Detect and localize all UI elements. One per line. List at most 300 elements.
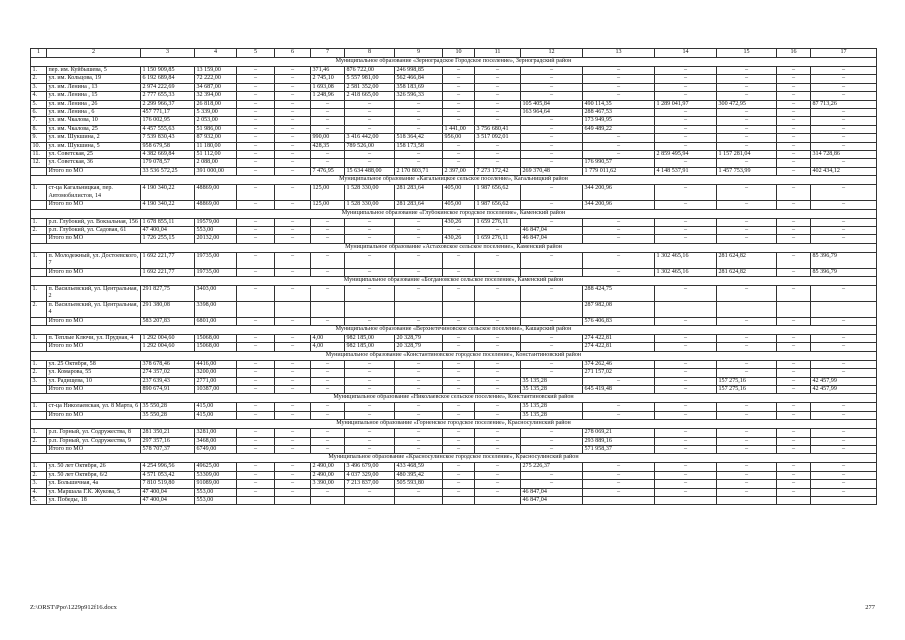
page-number: 277 xyxy=(865,604,875,611)
table-cell: 51 986,00 xyxy=(195,125,237,133)
table-cell: 2. xyxy=(31,437,47,445)
table-cell: – xyxy=(311,218,345,226)
section-title: Муниципальное образование «Красносулинское городское поселение», Красносулинский район xyxy=(31,454,877,463)
total-cell: 645 419,48 xyxy=(583,386,655,394)
table-cell: 3 517 092,01 xyxy=(475,134,521,142)
table-cell: 291 827,75 xyxy=(141,285,195,301)
table-cell: 35 550,28 xyxy=(141,403,195,411)
total-cell xyxy=(31,201,47,209)
total-cell: 6749,00 xyxy=(195,446,237,454)
total-cell: Итого по МО xyxy=(47,235,141,243)
table-row xyxy=(31,226,877,234)
table-cell: – xyxy=(275,437,311,445)
table-cell: – xyxy=(275,429,311,437)
table-cell: – xyxy=(275,92,311,100)
total-cell: Итого по МО xyxy=(47,201,141,209)
total-cell: – xyxy=(655,235,717,243)
table-cell: – xyxy=(345,429,395,437)
total-cell xyxy=(31,343,47,351)
table-cell: 287 982,08 xyxy=(583,301,655,317)
table-cell xyxy=(475,497,521,505)
table-cell: 4 254 996,56 xyxy=(141,463,195,471)
total-cell: – xyxy=(395,317,443,325)
table-cell: ул. им. Ленина , 6 xyxy=(47,109,141,117)
table-cell: – xyxy=(655,142,717,150)
table-cell: – xyxy=(311,285,345,301)
table-cell: 48869,00 xyxy=(195,185,237,201)
total-cell: – xyxy=(345,317,395,325)
table-cell: – xyxy=(521,151,583,159)
table-cell: – xyxy=(345,117,395,125)
table-cell: – xyxy=(717,471,777,479)
table-cell: – xyxy=(717,92,777,100)
total-cell: 19735,00 xyxy=(195,268,237,276)
table-cell: – xyxy=(311,117,345,125)
table-cell: – xyxy=(811,185,877,201)
table-cell: – xyxy=(521,252,583,268)
table-cell: – xyxy=(443,67,475,75)
table-cell: – xyxy=(443,429,475,437)
table-cell: 314 728,86 xyxy=(811,151,877,159)
table-cell: – xyxy=(345,125,395,133)
table-cell: – xyxy=(521,75,583,83)
table-cell: 1 248,96 xyxy=(311,92,345,100)
table-cell: – xyxy=(777,159,811,167)
table-cell: – xyxy=(583,134,655,142)
table-cell: 956,00 xyxy=(443,134,475,142)
table-cell: – xyxy=(345,369,395,377)
table-cell: – xyxy=(311,226,345,234)
table-cell: 1. xyxy=(31,252,47,268)
table-cell: ул. Советская, 25 xyxy=(47,151,141,159)
section-title-row xyxy=(31,351,877,360)
table-cell: – xyxy=(777,83,811,91)
table-cell: 433 468,59 xyxy=(395,463,443,471)
table-cell: ст-ца Николаевская, ул. 8 Марта, 6 xyxy=(47,403,141,411)
table-cell: 2. xyxy=(31,471,47,479)
section-title: Муниципальное образование «Константиновское городское поселение», Константиновский район xyxy=(31,351,877,360)
table-cell xyxy=(275,497,311,505)
table-cell: п. Васильевский, ул. Центральная, 4 xyxy=(47,301,141,317)
table-cell: – xyxy=(475,75,521,83)
total-cell xyxy=(31,317,47,325)
table-cell: – xyxy=(521,369,583,377)
table-cell xyxy=(443,497,475,505)
table-cell: – xyxy=(311,125,345,133)
table-cell: 326 596,33 xyxy=(395,92,443,100)
table-cell: р.п. Глубокий, ул. Вокзальная, 156 xyxy=(47,218,141,226)
total-cell: – xyxy=(521,343,583,351)
total-cell: 6801,00 xyxy=(195,317,237,325)
header-cell: 14 xyxy=(655,49,717,58)
table-cell: – xyxy=(275,100,311,108)
table-cell: – xyxy=(237,151,275,159)
table-cell: 7 213 837,00 xyxy=(345,480,395,488)
total-cell: 2 170 803,71 xyxy=(395,167,443,175)
total-cell: – xyxy=(237,167,275,175)
table-cell: 1. xyxy=(31,463,47,471)
table-cell: – xyxy=(583,67,655,75)
table-cell: – xyxy=(395,429,443,437)
table-cell: – xyxy=(311,488,345,496)
table-cell: – xyxy=(777,151,811,159)
table-cell: 47 400,04 xyxy=(141,226,195,234)
table-cell: – xyxy=(777,252,811,268)
table-cell: – xyxy=(443,159,475,167)
table-cell: 1. xyxy=(31,185,47,201)
table-row xyxy=(31,488,877,496)
table-cell: – xyxy=(717,285,777,301)
table-cell: – xyxy=(345,437,395,445)
table-cell: 982 185,00 xyxy=(345,334,395,342)
table-cell: – xyxy=(475,100,521,108)
table-cell: – xyxy=(777,117,811,125)
table-cell: 789 526,00 xyxy=(345,142,395,150)
table-row xyxy=(31,83,877,91)
table-cell: ул. Комарова, 55 xyxy=(47,369,141,377)
table-cell: 562 466,84 xyxy=(395,75,443,83)
table-cell: – xyxy=(655,429,717,437)
total-cell: 4 148 537,91 xyxy=(655,167,717,175)
total-row xyxy=(31,446,877,454)
table-cell: 42 457,99 xyxy=(811,377,877,385)
table-cell: – xyxy=(655,226,717,234)
table-cell: пер. им. Куйбышева, 5 xyxy=(47,67,141,75)
table-cell: 1 150 909,85 xyxy=(141,67,195,75)
total-cell: 157 275,16 xyxy=(717,386,777,394)
table-cell: – xyxy=(777,185,811,201)
table-row xyxy=(31,142,877,150)
table-cell: 4 457 555,63 xyxy=(141,125,195,133)
table-cell: – xyxy=(395,218,443,226)
table-cell: 428,35 xyxy=(311,142,345,150)
table-cell: 405,00 xyxy=(443,185,475,201)
table-cell: – xyxy=(811,437,877,445)
table-cell: – xyxy=(443,151,475,159)
data-table xyxy=(30,48,877,505)
table-cell: 6 192 689,84 xyxy=(141,75,195,83)
total-cell: 578 707,37 xyxy=(141,446,195,454)
total-cell: 571 958,37 xyxy=(583,446,655,454)
total-cell: 1 292 004,60 xyxy=(141,343,195,351)
table-cell: 1. xyxy=(31,403,47,411)
total-cell: 35 135,28 xyxy=(521,411,583,419)
table-cell: – xyxy=(237,83,275,91)
total-cell: Итого по МО xyxy=(47,386,141,394)
header-cell: 4 xyxy=(195,49,237,58)
table-cell: 10. xyxy=(31,142,47,150)
table-cell: – xyxy=(583,151,655,159)
table-cell: 11 180,00 xyxy=(195,142,237,150)
total-cell: – xyxy=(395,411,443,419)
header-cell: 12 xyxy=(521,49,583,58)
table-cell: – xyxy=(443,83,475,91)
total-cell: – xyxy=(655,386,717,394)
table-cell: – xyxy=(583,226,655,234)
table-cell: – xyxy=(345,151,395,159)
table-cell: – xyxy=(275,151,311,159)
table-row xyxy=(31,497,877,505)
table-cell: 246 998,85 xyxy=(395,67,443,75)
table-cell: – xyxy=(237,92,275,100)
table-cell: – xyxy=(475,471,521,479)
table-cell: – xyxy=(583,463,655,471)
total-row xyxy=(31,386,877,394)
table-cell: – xyxy=(345,226,395,234)
table-cell: – xyxy=(311,159,345,167)
table-cell: – xyxy=(275,134,311,142)
total-row xyxy=(31,411,877,419)
table-cell: – xyxy=(521,67,583,75)
table-cell: – xyxy=(717,334,777,342)
table-cell: – xyxy=(395,252,443,268)
total-cell: – xyxy=(275,167,311,175)
table-cell: – xyxy=(777,377,811,385)
table-cell: – xyxy=(345,109,395,117)
table-cell: – xyxy=(237,100,275,108)
table-cell: 1 292 004,60 xyxy=(141,334,195,342)
table-cell: – xyxy=(275,369,311,377)
table-cell: 371,46 xyxy=(311,67,345,75)
table-cell: 3200,00 xyxy=(195,369,237,377)
table-cell: – xyxy=(583,377,655,385)
header-cell: 5 xyxy=(237,49,275,58)
total-cell: 405,00 xyxy=(443,201,475,209)
document-table-wrapper xyxy=(30,48,876,505)
table-cell xyxy=(311,301,345,317)
total-cell: Итого по МО xyxy=(47,317,141,325)
table-cell: – xyxy=(655,92,717,100)
table-cell: – xyxy=(521,142,583,150)
table-cell: – xyxy=(811,471,877,479)
table-cell: р.п. Глубокий, ул. Садовая, 61 xyxy=(47,226,141,234)
total-cell: – xyxy=(717,343,777,351)
table-cell: 4. xyxy=(31,488,47,496)
table-cell: – xyxy=(395,159,443,167)
table-cell: – xyxy=(237,360,275,368)
total-cell: – xyxy=(811,317,877,325)
total-cell: 402 434,12 xyxy=(811,167,877,175)
table-cell: – xyxy=(275,252,311,268)
total-cell: – xyxy=(237,201,275,209)
table-cell: – xyxy=(475,142,521,150)
total-cell: – xyxy=(395,386,443,394)
table-cell: – xyxy=(777,100,811,108)
table-cell: – xyxy=(275,117,311,125)
table-cell: ул. им. Шукшина, 5 xyxy=(47,142,141,150)
table-cell: р.п. Горный, ул. Содружества, 9 xyxy=(47,437,141,445)
table-cell: – xyxy=(395,403,443,411)
total-cell xyxy=(31,235,47,243)
table-cell: – xyxy=(655,67,717,75)
table-cell xyxy=(777,301,811,317)
total-cell: – xyxy=(475,446,521,454)
total-cell: – xyxy=(311,317,345,325)
table-cell: – xyxy=(777,67,811,75)
table-cell: 518 364,42 xyxy=(395,134,443,142)
section-title-row xyxy=(31,394,877,403)
total-cell: 1 457 753,99 xyxy=(717,167,777,175)
table-cell: – xyxy=(583,471,655,479)
table-cell: – xyxy=(443,252,475,268)
table-cell: – xyxy=(777,471,811,479)
total-cell: 4 190 340,22 xyxy=(141,201,195,209)
total-cell: – xyxy=(521,268,583,276)
table-cell: – xyxy=(275,285,311,301)
total-cell: – xyxy=(475,317,521,325)
table-cell: – xyxy=(777,463,811,471)
table-cell: 505 593,80 xyxy=(395,480,443,488)
table-cell: – xyxy=(443,360,475,368)
table-cell: 2 418 665,00 xyxy=(345,92,395,100)
table-cell: – xyxy=(583,142,655,150)
total-cell: – xyxy=(311,446,345,454)
table-cell: – xyxy=(583,75,655,83)
table-cell: – xyxy=(717,360,777,368)
table-cell: – xyxy=(811,218,877,226)
section-title-row xyxy=(31,243,877,252)
table-row xyxy=(31,334,877,342)
table-cell: 291 380,08 xyxy=(141,301,195,317)
total-cell: – xyxy=(521,317,583,325)
table-cell: 47 400,04 xyxy=(141,488,195,496)
table-cell: – xyxy=(475,360,521,368)
total-cell: – xyxy=(275,411,311,419)
table-cell xyxy=(777,497,811,505)
total-cell: Итого по МО xyxy=(47,411,141,419)
table-cell: 297 357,16 xyxy=(141,437,195,445)
section-title: Муниципальное образование «Николаевское сельское поселение», Константиновский район xyxy=(31,394,877,403)
table-cell: 3. xyxy=(31,480,47,488)
table-row xyxy=(31,125,877,133)
table-cell: – xyxy=(475,437,521,445)
table-cell: – xyxy=(811,125,877,133)
table-cell: – xyxy=(811,463,877,471)
table-cell: 7. xyxy=(31,117,47,125)
table-cell: 2 974 222,69 xyxy=(141,83,195,91)
table-cell: – xyxy=(275,185,311,201)
header-cell: 2 xyxy=(47,49,141,58)
table-cell: ул. им. Ленина , 26 xyxy=(47,100,141,108)
table-cell: – xyxy=(583,480,655,488)
table-cell: – xyxy=(237,369,275,377)
section-title-row xyxy=(31,176,877,185)
table-cell: – xyxy=(521,480,583,488)
header-cell: 7 xyxy=(311,49,345,58)
table-cell: 1 659 276,11 xyxy=(475,218,521,226)
table-cell: – xyxy=(717,403,777,411)
table-cell: – xyxy=(443,463,475,471)
total-cell: – xyxy=(583,268,655,276)
table-row xyxy=(31,471,877,479)
table-cell: 1 528 330,00 xyxy=(345,185,395,201)
total-cell: 1 528 330,00 xyxy=(345,201,395,209)
table-cell: – xyxy=(655,437,717,445)
table-cell: – xyxy=(443,369,475,377)
table-cell: 9. xyxy=(31,134,47,142)
table-cell: – xyxy=(475,334,521,342)
total-cell: – xyxy=(717,411,777,419)
table-row xyxy=(31,67,877,75)
table-cell: – xyxy=(395,488,443,496)
total-cell: – xyxy=(275,343,311,351)
table-cell: ул. Радищева, 10 xyxy=(47,377,141,385)
total-cell: 2 397,00 xyxy=(443,167,475,175)
table-cell: – xyxy=(395,117,443,125)
table-cell: 3 756 680,41 xyxy=(475,125,521,133)
total-cell: 46 847,04 xyxy=(521,235,583,243)
table-cell: 4 190 340,22 xyxy=(141,185,195,201)
table-cell: 3403,00 xyxy=(195,285,237,301)
table-cell: – xyxy=(717,437,777,445)
total-cell: 281 624,82 xyxy=(717,268,777,276)
table-cell: 1 693,08 xyxy=(311,83,345,91)
table-cell: – xyxy=(311,360,345,368)
table-cell: – xyxy=(655,134,717,142)
total-cell: – xyxy=(655,201,717,209)
table-cell: – xyxy=(811,109,877,117)
table-cell: – xyxy=(237,226,275,234)
section-title-row xyxy=(31,209,877,218)
table-cell: 876 722,00 xyxy=(345,67,395,75)
table-cell: 3 390,00 xyxy=(311,480,345,488)
table-cell: 176 002,95 xyxy=(141,117,195,125)
total-cell: – xyxy=(777,268,811,276)
header-cell: 8 xyxy=(345,49,395,58)
table-cell: – xyxy=(717,463,777,471)
table-row xyxy=(31,134,877,142)
table-cell: – xyxy=(237,377,275,385)
table-cell: – xyxy=(475,377,521,385)
table-cell: – xyxy=(275,377,311,385)
total-row xyxy=(31,268,877,276)
table-cell: – xyxy=(521,92,583,100)
table-cell: – xyxy=(443,285,475,301)
table-cell: – xyxy=(395,285,443,301)
total-cell: 7 273 172,42 xyxy=(475,167,521,175)
table-row xyxy=(31,463,877,471)
total-cell: 1 692 221,77 xyxy=(141,268,195,276)
total-cell: 15068,00 xyxy=(195,343,237,351)
table-cell: 85 396,79 xyxy=(811,252,877,268)
table-cell: – xyxy=(237,117,275,125)
total-cell: 281 283,64 xyxy=(395,201,443,209)
table-cell: – xyxy=(237,109,275,117)
total-cell: 35 550,28 xyxy=(141,411,195,419)
table-cell: 553,00 xyxy=(195,226,237,234)
table-cell: – xyxy=(275,125,311,133)
total-cell: 20 328,79 xyxy=(395,343,443,351)
table-cell: – xyxy=(777,360,811,368)
table-cell: 35 135,28 xyxy=(521,377,583,385)
table-cell: 1 302 465,16 xyxy=(655,252,717,268)
table-cell: 47 400,04 xyxy=(141,497,195,505)
table-cell: – xyxy=(475,151,521,159)
total-row xyxy=(31,235,877,243)
table-cell: 553,00 xyxy=(195,488,237,496)
table-cell: 4 571 053,42 xyxy=(141,471,195,479)
total-cell: – xyxy=(655,317,717,325)
table-cell: – xyxy=(521,134,583,142)
table-cell: – xyxy=(275,218,311,226)
table-cell: 553,00 xyxy=(195,497,237,505)
table-cell: – xyxy=(811,285,877,301)
table-cell: – xyxy=(443,471,475,479)
table-row xyxy=(31,403,877,411)
table-cell: – xyxy=(237,437,275,445)
table-cell: – xyxy=(811,429,877,437)
total-cell: – xyxy=(811,235,877,243)
